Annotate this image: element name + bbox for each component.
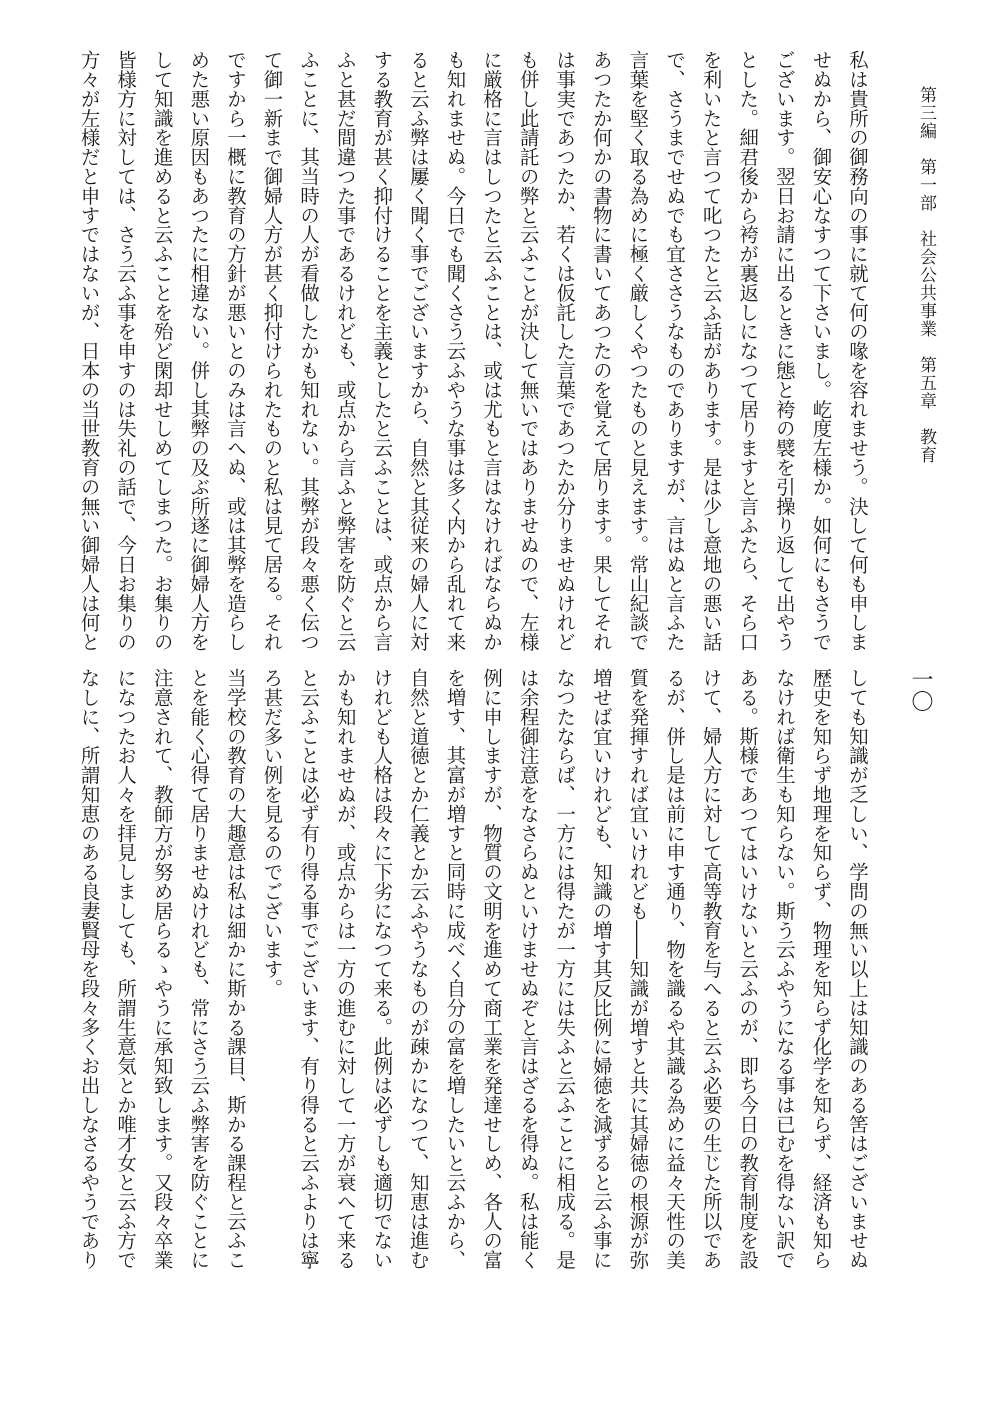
text-column: 言葉を堅く取る為めに極く厳しくやつたものと見えます。常山紀談で [626, 50, 650, 652]
text-column: 当学校の教育の大趣意は私は細かに斯かる課目、斯かる課程と云ふこ [223, 668, 247, 1270]
text-column: るが、併し是は前に申す通り、物を識るや其識る為めに益々天性の美 [663, 668, 687, 1270]
text-column: とした。細君後から袴が裏返しになつて居りますと言ふたら、そら口 [736, 50, 760, 652]
text-column: も併し此請託の弊と云ふことが決して無いではありませぬので、左様 [516, 50, 540, 652]
text-column: は事実であつたか、若くは仮託した言葉であつたか分りませぬけれど [553, 50, 577, 652]
text-column: ふことに、其当時の人が看做したかも知れない。其弊が段々悪く伝つ [297, 50, 321, 652]
text-column: 方々が左様だと申すではないが、日本の当世教育の無い御婦人は何と [77, 50, 101, 652]
text-column: で、さうまでせぬでも宜ささうなものでありますが、言はぬと言ふた [663, 50, 687, 652]
text-column: になつたお人々を拝見しましても、所謂生意気とか唯才女と云ふ方で [114, 668, 138, 1270]
text-column: 私は貴所の御務向の事に就て何の喙を容れませう。決して何も申しま [846, 50, 869, 652]
text-column: なしに、所謂知恵のある良妻賢母を段々多くお出しなさるやうであり [77, 668, 101, 1270]
text-column: 注意されて、教師方が努め居らるゝやうに承知致します。又段々卒業 [150, 668, 174, 1270]
text-column: 質を発揮すれば宜いけれども――知識が増すと共に其婦徳の根源が弥 [626, 668, 650, 1270]
text-column: 皆様方に対しては、さう云ふ事を申すのは失礼の話で、今日お集りの [114, 50, 138, 652]
text-column: を利いたと言つて叱つたと云ふ話があります。是は少し意地の悪い話 [699, 50, 723, 652]
text-column: ございます。翌日お請に出るときに態と袴の襞を引操り返して出やう [772, 50, 796, 652]
text-column: 自然と道徳とか仁義とか云ふやうなものが疎かになつて、知恵は進む [406, 668, 430, 1270]
lower-text-block [67, 668, 875, 1330]
text-column: なければ衛生も知らない。斯う云ふやうになる事は已むを得ない訳で [772, 668, 796, 1270]
text-column: と云ふことは必ず有り得る事でございます、有り得ると云ふよりは寧 [297, 668, 321, 1270]
text-column: けて、婦人方に対して高等教育を与へると云ふ必要の生じた所以であ [699, 668, 723, 1270]
text-column: を増す、其富が増すと同時に成べく自分の富を増したいと云ふから、 [443, 668, 467, 1270]
text-column: は余程御注意をなさらぬといけませぬぞと言はざるを得ぬ。私は能く [516, 668, 540, 1270]
text-column: なつたならば、一方には得たが一方には失ふと云ふことに相成る。是 [553, 668, 577, 1270]
text-column: 歴史を知らず地理を知らず、物理を知らず化学を知らず、経済も知ら [809, 668, 833, 1270]
text-column: する教育が甚く抑付けることを主義としたと云ふことは、或点から言 [370, 50, 394, 652]
text-column: あつたか何かの書物に書いてあつたのを覚えて居ります。果してそれ [589, 50, 613, 652]
running-header: 第三編 第一部 社会公共事業 第五章 教育 [916, 86, 936, 464]
text-column: も知れませぬ。今日でも聞くさう云ふやうな事は多く内から乱れて来 [443, 50, 467, 652]
text-column: して知識を進めると云ふことを殆ど閑却せしめてしまつた。お集りの [150, 50, 174, 652]
text-column: せぬから、御安心なすつて下さいまし。屹度左様か。如何にもさうで [809, 50, 833, 652]
text-column: ると云ふ弊は屢く聞く事でございますから、自然と其従来の婦人に対 [406, 50, 430, 652]
text-column: 例に申しますが、物質の文明を進めて商工業を発達せしめ、各人の富 [480, 668, 504, 1270]
text-column: に厳格に言はしつたと云ふことは、或は尤もと言はなければならぬか [480, 50, 504, 652]
upper-text-block [67, 50, 875, 655]
text-column: しても知識が乏しい、学問の無い以上は知識のある筈はございませぬ [846, 668, 869, 1270]
page-number: 一〇 [908, 668, 933, 712]
text-column: 増せば宜いけれども、知識の増す其反比例に婦徳を減ずると云ふ事に [589, 668, 613, 1270]
text-column: て御一新まで御婦人方が甚く抑付けられたものと私は見て居る。それ [260, 50, 284, 652]
text-column: とを能く心得て居りませぬけれども、常にさう云ふ弊害を防ぐことに [187, 668, 211, 1270]
text-column: ろ甚だ多い例を見るのでございます。 [260, 668, 284, 998]
text-column: ふと甚だ間違つた事であるけれども、或点から言ふと弊害を防ぐと云 [333, 50, 357, 652]
text-column: ある。斯様であつてはいけないと云ふのが、即ち今日の教育制度を設 [736, 668, 760, 1270]
text-column: めた悪い原因もあつたに相違ない。併し其弊の及ぶ所遂に御婦人方を [187, 50, 211, 652]
text-column: けれども人格は段々に下劣になつて来る。此例は必ずしも適切でない [370, 668, 394, 1270]
text-column: ですから一概に教育の方針が悪いとのみは言へぬ、或は其弊を造らし [223, 50, 247, 652]
text-column: かも知れませぬが、或点からは一方の進むに対して一方が衰へて来る [333, 668, 357, 1270]
